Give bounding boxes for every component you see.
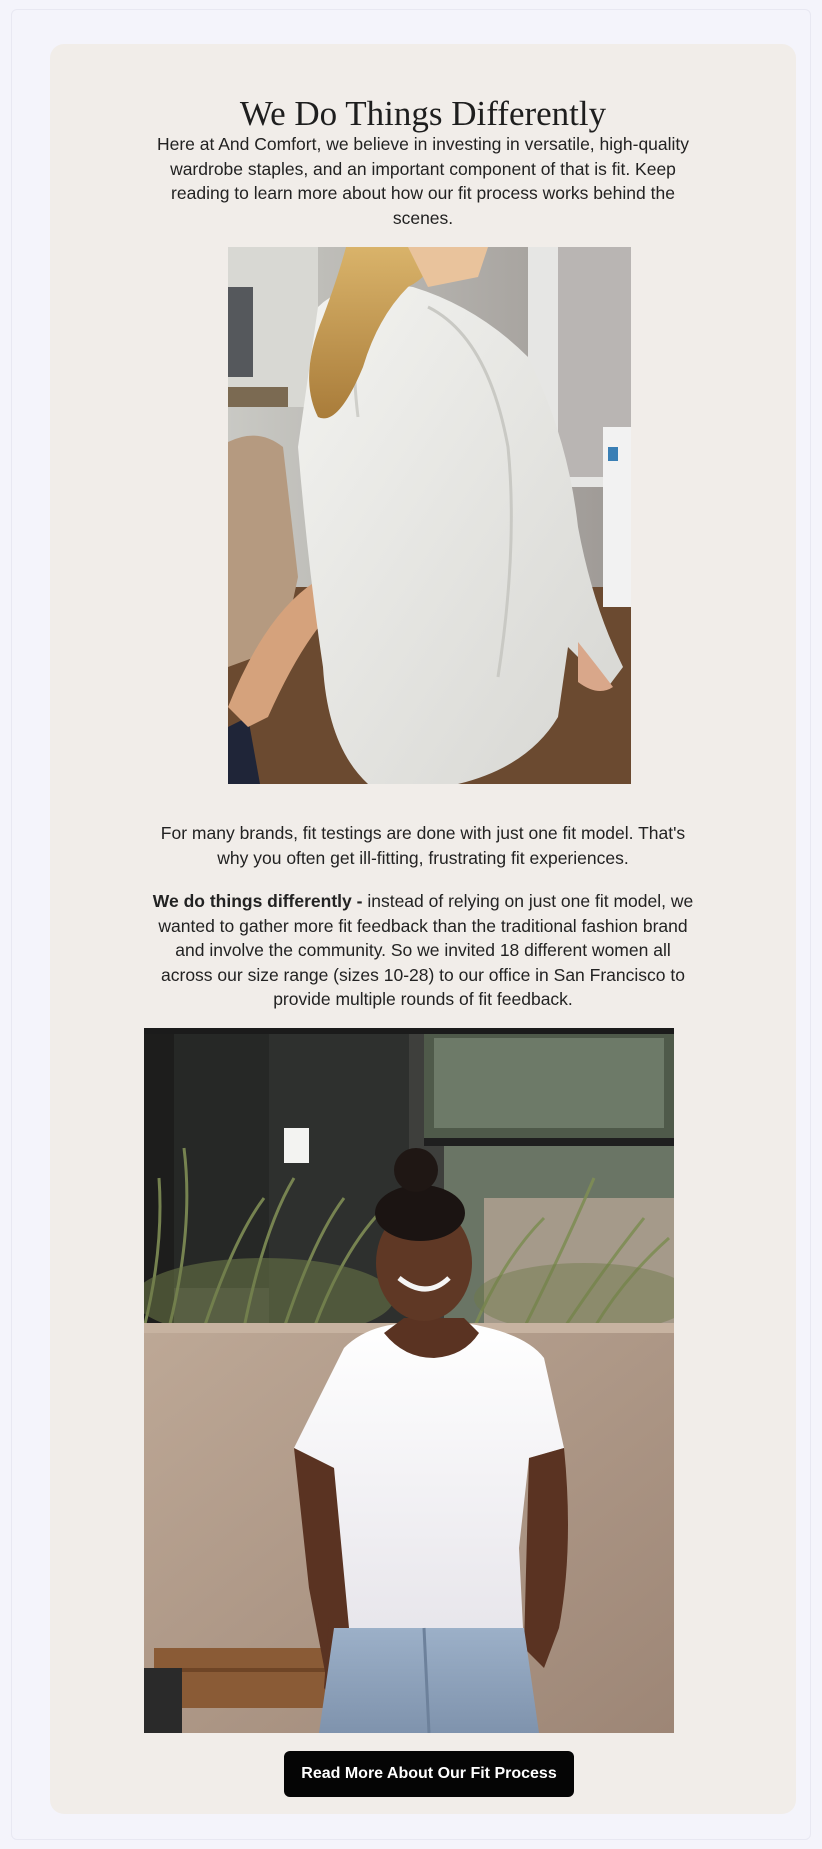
- intro-paragraph: Here at And Comfort, we believe in investing in versatile, high-quality wardrobe staples, and an important component of that is fit. Keep reading to learn more about how our fit process works behind the scenes.: [156, 134, 690, 228]
- email-frame: [11, 9, 811, 1840]
- fit-model-paragraph: For many brands, fit testings are done with just one fit model. That's why you often get ill-fitting, frustrating fit experiences.: [160, 823, 686, 868]
- read-more-fit-process-button[interactable]: Read More About Our Fit Process: [284, 1751, 574, 1797]
- differently-body: instead of relying on just one fit model, we wanted to gather more fit feedback than the traditional fashion brand and involve the community. So we invited 18 different women all across our size range (sizes 10-28) to our office in San Francisco to provide multiple rounds of fit feedback.: [158, 891, 694, 1009]
- differently-paragraph: [148, 889, 698, 1012]
- differently-lead: We do things differently -: [152, 891, 363, 911]
- page-title: We Do Things Differently: [239, 94, 607, 133]
- community-model-photo: [144, 1028, 674, 1733]
- content-card: [50, 44, 796, 1814]
- fit-session-photo: [228, 247, 631, 784]
